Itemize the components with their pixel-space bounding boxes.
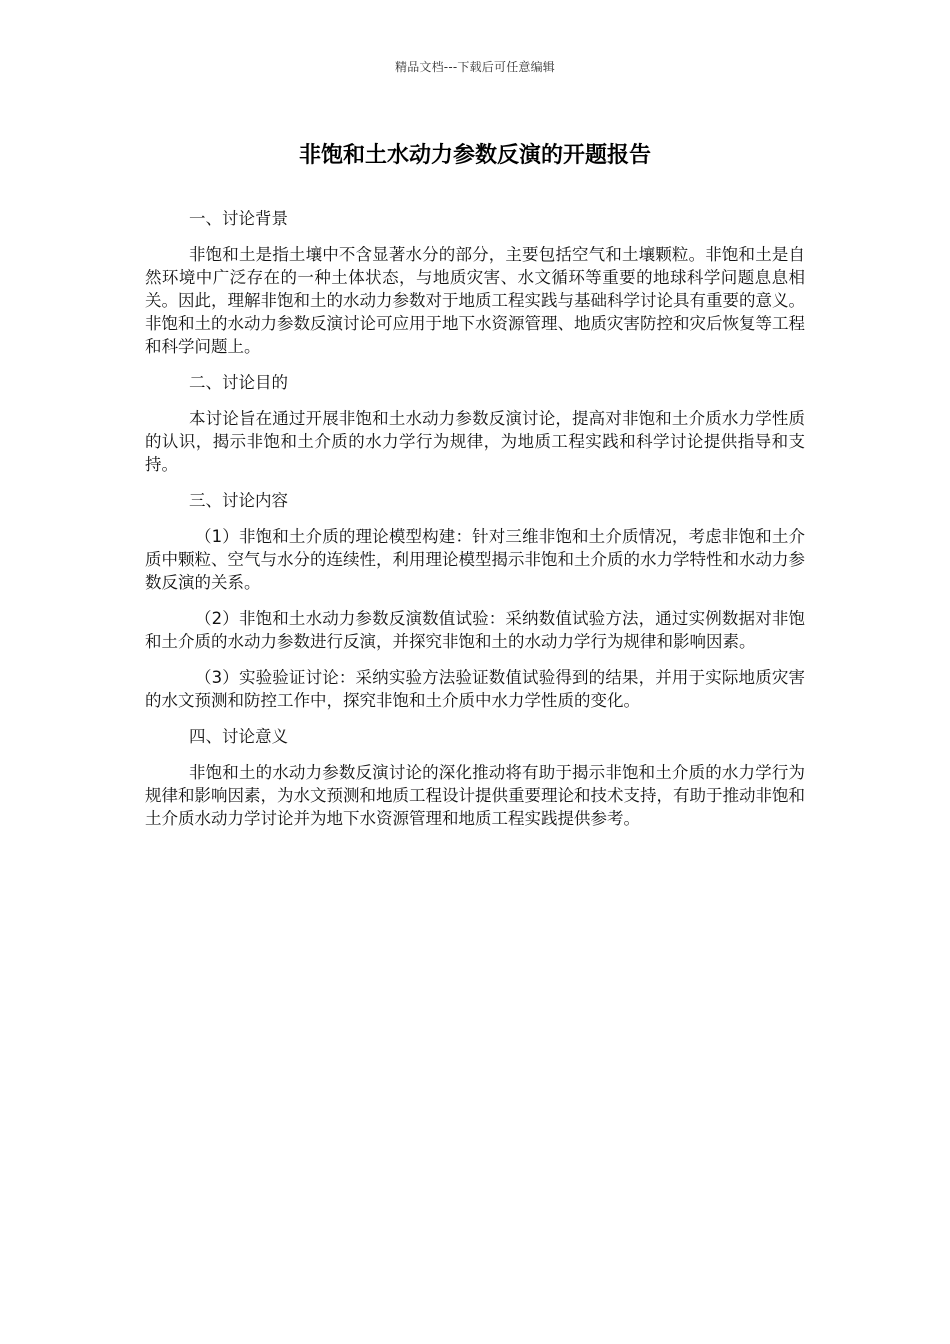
section-heading: 三、讨论内容: [189, 491, 288, 510]
content-item: （3）实验验证讨论：采纳实验方法验证数值试验得到的结果，并用于实际地质灾害的水文预测和防控工作中，探究非饱和土介质中水力学性质的变化。: [145, 668, 805, 710]
document-body: [145, 207, 805, 843]
section-significance: [145, 725, 805, 830]
section-paragraph: 非饱和土是指土壤中不含显著水分的部分，主要包括空气和土壤颗粒。非饱和土是自然环境中广泛存在的一种土体状态，与地质灾害、水文循环等重要的地球科学问题息息相关。因此，理解非饱和土的水动力参数对于地质工程实践与基础科学讨论具有重要的意义。非饱和土的水动力参数反演讨论可应用于地下水资源管理、地质灾害防控和灾后恢复等工程和科学问题上。: [145, 245, 805, 356]
section-paragraph: 本讨论旨在通过开展非饱和土水动力参数反演讨论，提高对非饱和土介质水力学性质的认识，揭示非饱和土介质的水力学行为规律，为地质工程实践和科学讨论提供指导和支持。: [145, 409, 805, 474]
section-heading: 二、讨论目的: [189, 373, 288, 392]
section-heading: 一、讨论背景: [189, 209, 288, 228]
header-note: 精品文档---下载后可任意编辑: [395, 60, 555, 74]
section-heading: 四、讨论意义: [189, 727, 288, 746]
content-item: （1）非饱和土介质的理论模型构建：针对三维非饱和土介质情况，考虑非饱和土介质中颗粒、空气与水分的连续性，利用理论模型揭示非饱和土介质的水力学特性和水动力参数反演的关系。: [145, 527, 805, 592]
content-item: （2）非饱和土水动力参数反演数值试验：采纳数值试验方法，通过实例数据对非饱和土介质的水动力参数进行反演，并探究非饱和土的水动力学行为规律和影响因素。: [145, 609, 805, 651]
section-purpose: [145, 371, 805, 476]
section-background: [145, 207, 805, 358]
section-paragraph: 非饱和土的水动力参数反演讨论的深化推动将有助于揭示非饱和土介质的水力学行为规律和影响因素，为水文预测和地质工程设计提供重要理论和技术支持，有助于推动非饱和土介质水动力学讨论并为地下水资源管理和地质工程实践提供参考。: [145, 763, 805, 828]
section-content: [145, 489, 805, 712]
document-title: 非饱和土水动力参数反演的开题报告: [298, 143, 651, 168]
